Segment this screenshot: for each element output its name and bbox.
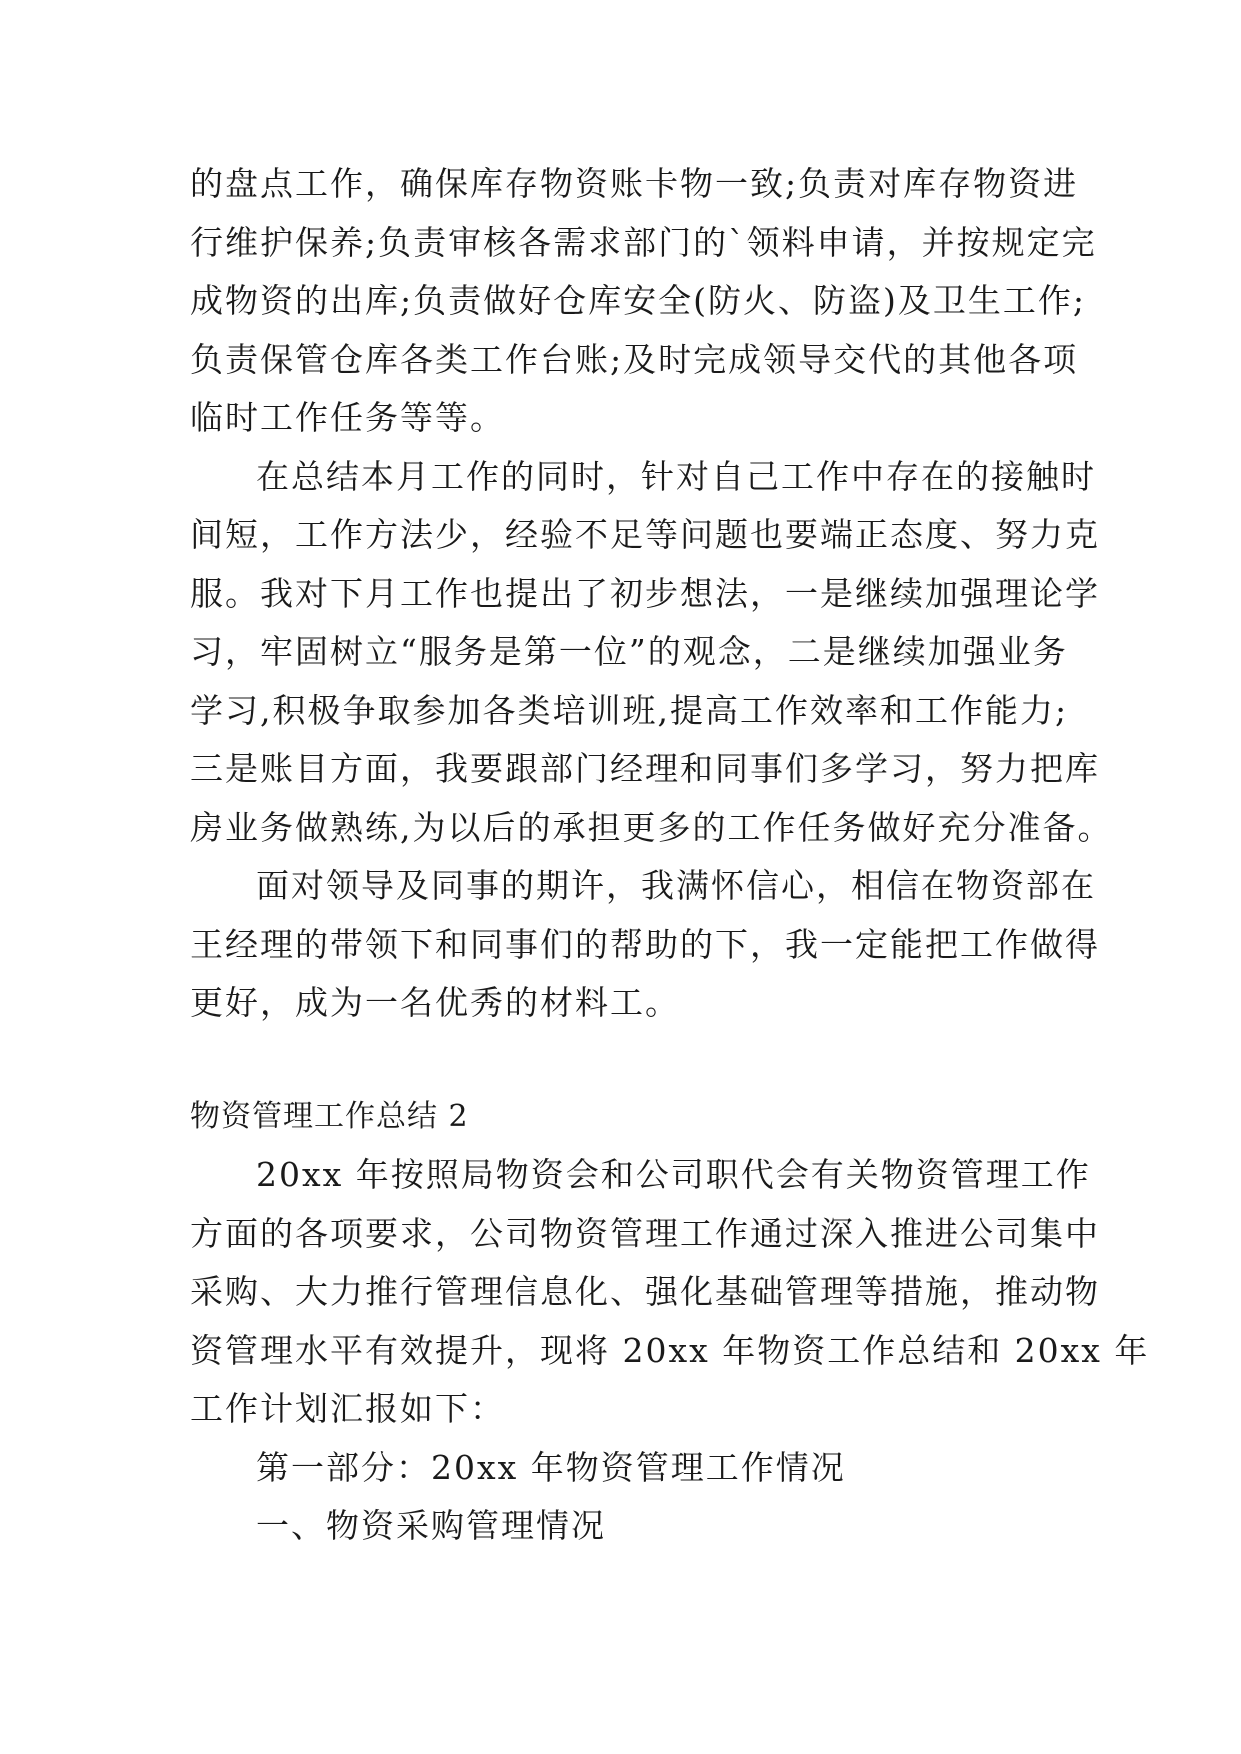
sub-heading: 一、物资采购管理情况 xyxy=(256,1506,606,1545)
text-line: 工作计划汇报如下： xyxy=(190,1389,505,1428)
paragraph xyxy=(190,448,1113,858)
text-line: 成物资的出库;负责做好仓库安全(防火、防盗)及卫生工作; xyxy=(190,281,1086,320)
paragraph xyxy=(190,857,1100,1033)
text-line: 面对领导及同事的期许，我满怀信心，相信在物资部在 xyxy=(256,866,1096,905)
text-line: 房业务做熟练,为以后的承担更多的工作任务做好充分准备。 xyxy=(190,807,1113,847)
text-line: 学习,积极争取参加各类培训班,提高工作效率和工作能力; xyxy=(190,690,1069,730)
text-line: 间短，工作方法少，经验不足等问题也要端正态度、努力克 xyxy=(190,515,1100,554)
paragraph xyxy=(190,1146,1150,1439)
document-body xyxy=(190,155,1150,1556)
text-line: 在总结本月工作的同时，针对自己工作中存在的接触时 xyxy=(256,456,1096,496)
part-heading: 第一部分：20xx 年物资管理工作情况 xyxy=(256,1447,846,1487)
text-line: 的盘点工作，确保库存物资账卡物一致;负责对库存物资进 xyxy=(190,164,1079,203)
text-line: 行维护保养;负责审核各需求部门的`领料申请，并按规定完 xyxy=(190,222,1097,262)
section-title: 物资管理工作总结 2 xyxy=(190,1098,469,1134)
text-line: 资管理水平有效提升，现将 20xx 年物资工作总结和 20xx 年 xyxy=(190,1330,1150,1370)
text-line: 20xx 年按照局物资会和公司职代会有关物资管理工作 xyxy=(256,1155,1091,1194)
text-line: 负责保管仓库各类工作台账;及时完成领导交代的其他各项 xyxy=(190,339,1079,379)
text-line: 方面的各项要求，公司物资管理工作通过深入推进公司集中 xyxy=(190,1213,1100,1253)
paragraph xyxy=(190,155,1097,448)
text-line: 王经理的带领下和同事们的帮助的下，我一定能把工作做得 xyxy=(190,924,1100,964)
text-line: 服。我对下月工作也提出了初步想法，一是继续加强理论学 xyxy=(190,573,1100,613)
text-line: 三是账目方面，我要跟部门经理和同事们多学习，努力把库 xyxy=(190,749,1100,788)
text-line: 更好，成为一名优秀的材料工。 xyxy=(190,983,680,1022)
text-line: 采购、大力推行管理信息化、强化基础管理等措施，推动物 xyxy=(190,1272,1100,1311)
text-line: 临时工作任务等等。 xyxy=(190,398,505,437)
text-line: 习，牢固树立“服务是第一位”的观念，二是继续加强业务 xyxy=(190,632,1068,671)
